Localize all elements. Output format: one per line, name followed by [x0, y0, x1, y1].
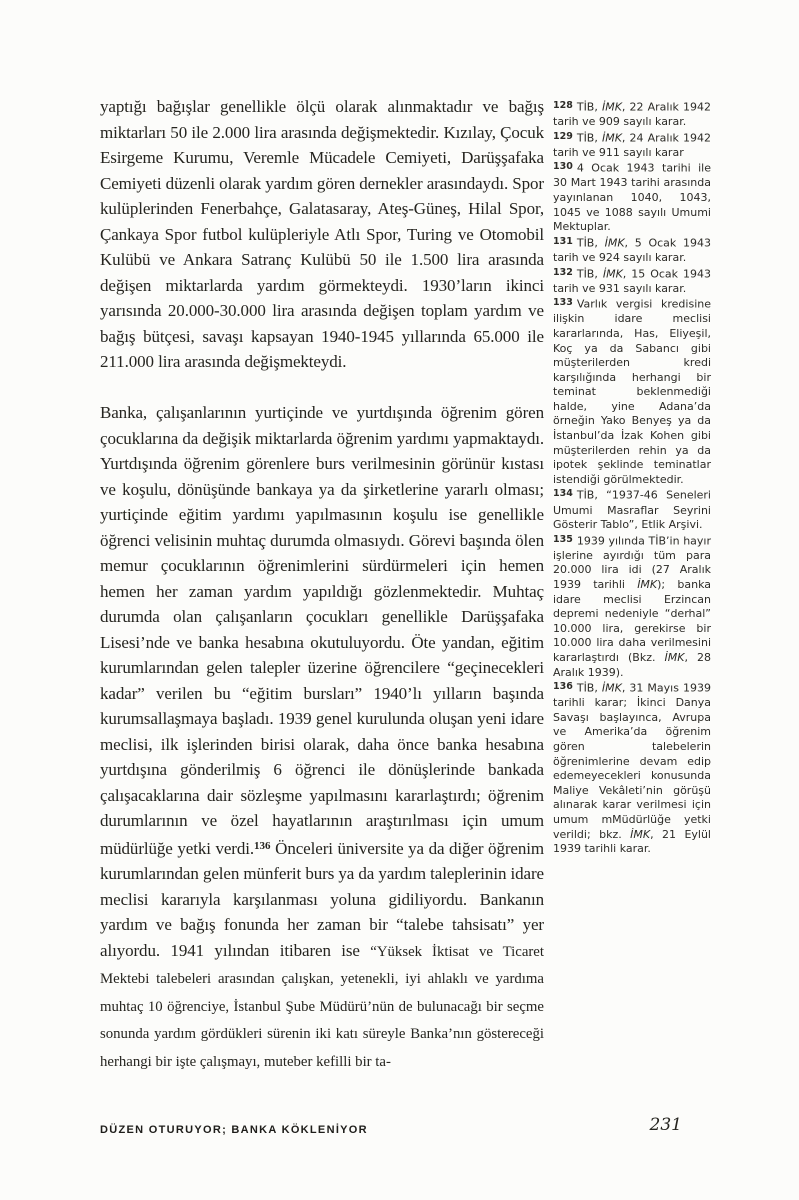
footnote-number: 128: [553, 100, 573, 111]
footnote-text-italic: İMK: [630, 827, 651, 841]
footnotes-column: [553, 99, 711, 857]
footnote-text: TİB,: [576, 131, 602, 145]
footnote-number: 131: [553, 235, 573, 247]
body-text-run: Banka, çalışanlarının yurtiçinde ve yurtdışında öğrenim gören çocuklarına da değişik miktarlarda öğrenim yardımı yapmaktaydı. Yurtdışında öğrenim görenlere burs verilmesinin görünür kıstası ve koşulu, dönüşünde bankaya ya da şirketlerine yararlı olması; yurtiçinde eğitim yardımı yapılmasının koşulu ise genellikle öğrenci velisinin muhtaç durumda olmasıydı. Görevi başında ölen memur çocuklarının öğrenimlerini sürdürmeleri için hemen hemen her zaman yardım yapıldığı gözlenmektedir. Muhtaç durumda olan çalışanların çocukları genellikle Darüşşafaka Lisesi’nde ve banka hesabına okutuluyordu. Öte yandan, eğitim kurumlarından gelen talepler üzerine öğrencilere “geçinecekleri kadar” verilen bu “eğitim bursları” 1940’lı yılların başında kurumsallaşmaya başladı. 1939 genel kurulunda oluşan yeni idare meclisi, ilk işlerinden birisi olarak, daha önce banka hesabına yurtdışına gönderilmiş 6 öğrenci ile dönüşlerinde bankada çalışacaklarına dair sözleşme yapılmasını kararlaştırdı; öğrenim durumlarının ve özel hayatlarının araştırılması için umum müdürlüğe yetki verdi.: [100, 403, 544, 858]
footnote-text: TİB,: [576, 267, 603, 281]
footnote-text-italic: İMK: [664, 650, 685, 664]
footnote-text: , 21 Eylül 1939 tarihli karar.: [553, 827, 711, 856]
footnote-text-italic: İMK: [602, 267, 623, 281]
footnote: [553, 296, 711, 487]
footnote-text: , 24 Aralık 1942 tarih ve 911 sayılı karar: [553, 131, 711, 159]
footnote-reference: 136: [254, 839, 271, 852]
footnote-number: 130: [553, 161, 573, 173]
footnote: [553, 487, 711, 532]
footnote-text-italic: İMK: [637, 578, 658, 591]
footnote: [553, 130, 711, 161]
body-paragraph: [100, 400, 544, 1075]
footnote-text: TİB,: [576, 100, 602, 114]
footnote-text-italic: İMK: [601, 100, 622, 114]
footnote-text: TİB,: [576, 236, 605, 250]
footnote-number: 136: [553, 681, 573, 693]
footnote-text: , 31 Mayıs 1939 tarihli karar; İkinci Danya Savaşı başlayınca, Avrupa ve Amerika’da öğrenim gören talebelerin öğrenimlerine devam edip edemeyecekleri konusunda Maliye Vekâleti’nin görüşü alınarak karar verilmesi için umum mMüdürlüğe yetki verildi; bkz.: [553, 681, 711, 841]
footnote-text-italic: İMK: [604, 236, 625, 250]
footnote: [553, 235, 711, 266]
footnote-number: 134: [553, 488, 573, 500]
body-text-column: [100, 94, 544, 1075]
footnote: [553, 160, 711, 234]
footnote-text-italic: İMK: [601, 131, 622, 145]
footnote: [553, 680, 711, 857]
footnote-text: 4 Ocak 1943 tarihi ile 30 Mart 1943 tarihi arasında yayınlanan 1040, 1043, 1045 ve 1088 sayılı Umumi Mektuplar.: [553, 161, 711, 234]
footnote-text: TİB,: [576, 681, 602, 695]
footnote: [553, 266, 711, 297]
page-number: 231: [649, 1115, 682, 1135]
footnote-text: , 22 Aralık 1942 tarih ve 909 sayılı karar.: [553, 100, 711, 129]
footnote-text: Varlık vergisi kredisine ilişkin idare meclisi kararlarında, Has, Eliyeşil, Koç ya da Sabancı gibi müşterilerden kredi karşılığında herhangi bir teminat beklenmediği halde, yine Adana’da örneğin Yako Benyeş ya da İstanbul’da İzak Kohen gibi müşterilerden rehin ya da ipotek şeklinde teminatlar istendiği görülmektedir.: [553, 297, 711, 486]
body-text-run: “Yüksek İktisat ve Ticaret Mektebi talebeleri arasından çalışkan, yetenekli, iyi ahlaklı ve yardıma muhtaç 10 öğrenciye, İstanbul Şube Müdürü’nün de bulunacağı bir seçme sonunda yardım gördükleri sürenin iki katı süreyle Banka’nın göstereceği herhangi bir işte çalışmayı, muteber kefilli bir ta-: [100, 943, 544, 1070]
footnote-text: , 5 Ocak 1943 tarih ve 924 sayılı karar.: [553, 236, 711, 264]
body-paragraph: [100, 94, 544, 375]
body-text-run: yaptığı bağışlar genellikle ölçü olarak alınmaktadır ve bağış miktarları 50 ile 2.000 lira arasında değişmektedir. Kızılay, Çocuk Esirgeme Kurumu, Veremle Mücadele Cemiyeti, Darüşşafaka Cemiyeti düzenli olarak yardım gören dernekler arasındaydı. Spor kulüplerinden Fenerbahçe, Galatasaray, Ateş-Güneş, Hilal Spor, Çankaya Spor futbol kulüpleriyle Atlı Spor, Turing ve Otomobil Kulübü ve Ankara Satranç Kulübü 50 ile 1.500 lira arasında değişen miktarlarda yardım görmekteydi. 1930’ların ikinci yarısında 20.000-30.000 lira arasında değişen toplam yardım ve bağış bütçesi, savaşı kapsayan 1940-1945 yıllarında 65.000 ile 211.000 lira arasında değişmekteydi.: [100, 97, 544, 371]
footnote-text: ); banka idare meclisi Erzincan depremi nedeniyle “derhal” 10.000 lira, gerekirse bir 10.000 lira daha verilmesini kararlaştırdı (Bkz.: [553, 578, 711, 664]
body-text-run: Önceleri üniversite ya da diğer öğrenim kurumlarından gelen münferit burs ya da yardım taleplerinin idare meclisi kararıyla karşılanması yoluna gidiliyordu. Bankanın yardım ve bağış fonunda her zaman bir “talebe tahsisatı” yer alıyordu. 1941 yılından itibaren ise: [100, 838, 544, 960]
footnote-number: 135: [553, 533, 573, 545]
footnote-text: , 15 Ocak 1943 tarih ve 931 sayılı karar.: [553, 267, 711, 295]
footnote-text: 1939 yılında TİB’in hayır işlerine ayırdığı tüm para 20.000 lira idi (27 Aralık 1939 tarihli: [553, 534, 711, 591]
footnote-text: , 28 Aralık 1939).: [553, 650, 711, 679]
footnote: [553, 533, 711, 680]
footnote: [553, 99, 711, 130]
footnote-number: 129: [553, 130, 573, 142]
footnote-number: 132: [553, 266, 573, 278]
footnote-number: 133: [553, 297, 573, 309]
footnote-text-italic: İMK: [601, 681, 622, 695]
footnote-text: TİB, “1937-46 Seneleri Umumi Masraflar Seyrini Gösterir Tablo”, Etlik Arşivi.: [553, 488, 711, 532]
running-footer-title: DÜZEN OTURUYOR; BANKA KÖKLENİYOR: [100, 1124, 368, 1136]
